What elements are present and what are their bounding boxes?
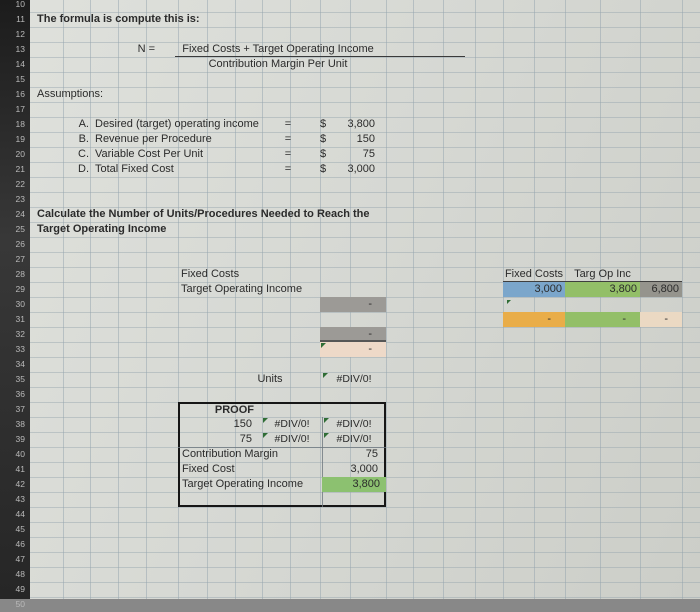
row-number[interactable]: 26 [15,239,25,249]
gridline [235,0,236,599]
row-number[interactable]: 17 [15,104,25,114]
row-number[interactable]: 16 [15,89,25,99]
proof-fixed-cost-value[interactable]: 3,000 [350,463,378,475]
units-label-cell[interactable]: Units [257,373,283,385]
work-input-cell-2[interactable]: - [320,327,386,342]
gridline [30,552,700,553]
row-number[interactable]: 50 [15,599,25,609]
row-number[interactable]: 21 [15,164,25,174]
gridline [30,87,700,88]
assumption-currency[interactable]: $ [320,133,327,145]
row-number[interactable]: 33 [15,344,25,354]
gridline [443,0,444,599]
error-triangle-icon [323,373,328,378]
row-number[interactable]: 24 [15,209,25,219]
gridline [30,567,700,568]
row-number[interactable]: 36 [15,389,25,399]
row-number[interactable]: 30 [15,299,25,309]
assumption-equals[interactable]: = [284,148,292,160]
assumption-equals[interactable]: = [284,118,292,130]
assumption-equals[interactable]: = [284,163,292,175]
row-number[interactable]: 27 [15,254,25,264]
proof-title-cell[interactable]: PROOF [214,404,254,416]
gridline [386,0,387,599]
gridline [118,0,119,599]
gridline [30,507,700,508]
units-error-cell[interactable]: #DIV/0! [336,373,372,385]
gridline [534,0,535,599]
gridline [30,597,700,598]
row-header-strip[interactable] [0,0,30,609]
assumption-value[interactable]: 3,800 [347,118,375,130]
row-number[interactable]: 40 [15,449,25,459]
assumption-label[interactable]: Variable Cost Per Unit [95,148,204,160]
gridline [30,72,700,73]
summary-header-targ-op-inc[interactable]: Targ Op Inc [574,268,631,280]
summary-orange-input-cell[interactable]: - [503,312,565,327]
assumption-letter[interactable]: A. [78,118,89,130]
gridline [30,537,700,538]
assumption-currency[interactable]: $ [320,163,327,175]
gridline [262,0,263,599]
row-number[interactable]: 47 [15,554,25,564]
gridline [290,0,291,599]
gridline [600,0,601,599]
row-number[interactable]: 34 [15,359,25,369]
gridline [503,0,504,599]
work-target-op-income-label[interactable]: Target Operating Income [181,283,303,295]
assumption-value[interactable]: 3,000 [347,163,375,175]
proof-r2-error1[interactable]: #DIV/0! [274,433,310,445]
error-triangle-icon [263,433,268,438]
row-number[interactable]: 29 [15,284,25,294]
assumption-label[interactable]: Total Fixed Cost [95,163,174,175]
row-number[interactable]: 44 [15,509,25,519]
summary-fixed-costs-cell[interactable]: 3,000 [503,282,565,297]
assumption-label[interactable]: Revenue per Procedure [95,133,212,145]
calc-heading-line1-cell[interactable]: Calculate the Number of Units/Procedures Needed to Reach the [37,208,370,220]
error-triangle-icon [324,418,329,423]
gridline [30,357,700,358]
row-number[interactable]: 23 [15,194,25,204]
proof-contribution-margin-value[interactable]: 75 [365,448,378,460]
summary-green-input-cell[interactable]: - [565,312,640,327]
summary-header-underline [503,281,682,282]
proof-r1-value[interactable]: 150 [233,418,252,430]
formula-numerator-cell[interactable]: Fixed Costs + Target Operating Income [182,43,374,55]
gridline [30,192,700,193]
gridline [30,387,700,388]
gridline [30,582,700,583]
row-number[interactable]: 39 [15,434,25,444]
gridline [413,0,414,599]
error-triangle-icon [321,343,326,348]
row-number[interactable]: 14 [15,59,25,69]
row-number[interactable]: 37 [15,404,25,414]
row-number[interactable]: 49 [15,584,25,594]
gridline [30,102,700,103]
summary-header-fixed-costs[interactable]: Fixed Costs [504,268,564,280]
proof-r1-error2[interactable]: #DIV/0! [336,418,372,430]
proof-r1-error1[interactable]: #DIV/0! [274,418,310,430]
proof-fixed-cost-label[interactable]: Fixed Cost [182,463,235,475]
gridline [30,252,700,253]
work-fixed-costs-label[interactable]: Fixed Costs [181,268,240,280]
row-number[interactable]: 28 [15,269,25,279]
assumption-label[interactable]: Desired (target) operating income [95,118,259,130]
summary-peach-input-cell[interactable]: - [640,312,682,327]
row-number[interactable]: 46 [15,539,25,549]
row-number[interactable]: 12 [15,29,25,39]
row-number[interactable]: 25 [15,224,25,234]
proof-contribution-margin-label[interactable]: Contribution Margin [182,448,278,460]
row-number[interactable]: 48 [15,569,25,579]
row-number[interactable]: 35 [15,374,25,384]
row-number[interactable]: 13 [15,44,25,54]
assumption-letter[interactable]: B. [78,133,89,145]
formula-intro-cell[interactable]: The formula is compute this is: [37,13,200,25]
row-number[interactable]: 43 [15,494,25,504]
row-number[interactable]: 38 [15,419,25,429]
gridline [30,237,700,238]
assumption-currency[interactable]: $ [320,118,327,130]
gridline [640,0,641,599]
assumption-value[interactable]: 150 [356,133,375,145]
row-number[interactable]: 31 [15,314,25,324]
gridline [207,0,208,599]
summary-targ-op-inc-cell[interactable]: 3,800 [565,282,640,297]
row-number[interactable]: 41 [15,464,25,474]
row-number[interactable]: 22 [15,179,25,189]
error-triangle-icon [507,300,511,304]
gridline [30,177,700,178]
formula-lhs-cell[interactable]: N = [137,43,155,55]
row-number[interactable]: 32 [15,329,25,339]
proof-target-op-income-label[interactable]: Target Operating Income [182,478,304,490]
work-input-cell-1[interactable]: - [320,297,386,312]
proof-r2-value[interactable]: 75 [239,433,252,445]
gridline [475,0,476,599]
row-number[interactable]: 19 [15,134,25,144]
calc-heading-line2-cell[interactable]: Target Operating Income [37,223,167,235]
assumption-letter[interactable]: C. [78,148,89,160]
error-triangle-icon [324,433,329,438]
proof-target-op-income-value[interactable]: 3,800 [322,477,386,492]
gridline [565,0,566,599]
work-result-cell[interactable]: - [320,342,386,357]
assumption-currency[interactable]: $ [320,148,327,160]
row-number[interactable]: 10 [15,0,25,9]
assumption-letter[interactable]: D. [78,163,89,175]
row-number[interactable]: 18 [15,119,25,129]
row-number[interactable]: 20 [15,149,25,159]
summary-total-cell[interactable]: 6,800 [640,282,682,297]
row-number[interactable]: 11 [16,14,25,24]
assumption-value[interactable]: 75 [362,148,375,160]
gridline [146,0,147,599]
gridline [682,0,683,599]
assumption-equals[interactable]: = [284,133,292,145]
row-number[interactable]: 45 [15,524,25,534]
proof-r2-error2[interactable]: #DIV/0! [336,433,372,445]
row-number[interactable]: 15 [15,74,25,84]
row-number[interactable]: 42 [15,479,25,489]
formula-denominator-cell[interactable]: Contribution Margin Per Unit [208,58,348,70]
gridline [30,522,700,523]
assumptions-heading-cell[interactable]: Assumptions: [37,88,104,100]
error-triangle-icon [263,418,268,423]
gridline [178,0,179,599]
gridline [30,27,700,28]
